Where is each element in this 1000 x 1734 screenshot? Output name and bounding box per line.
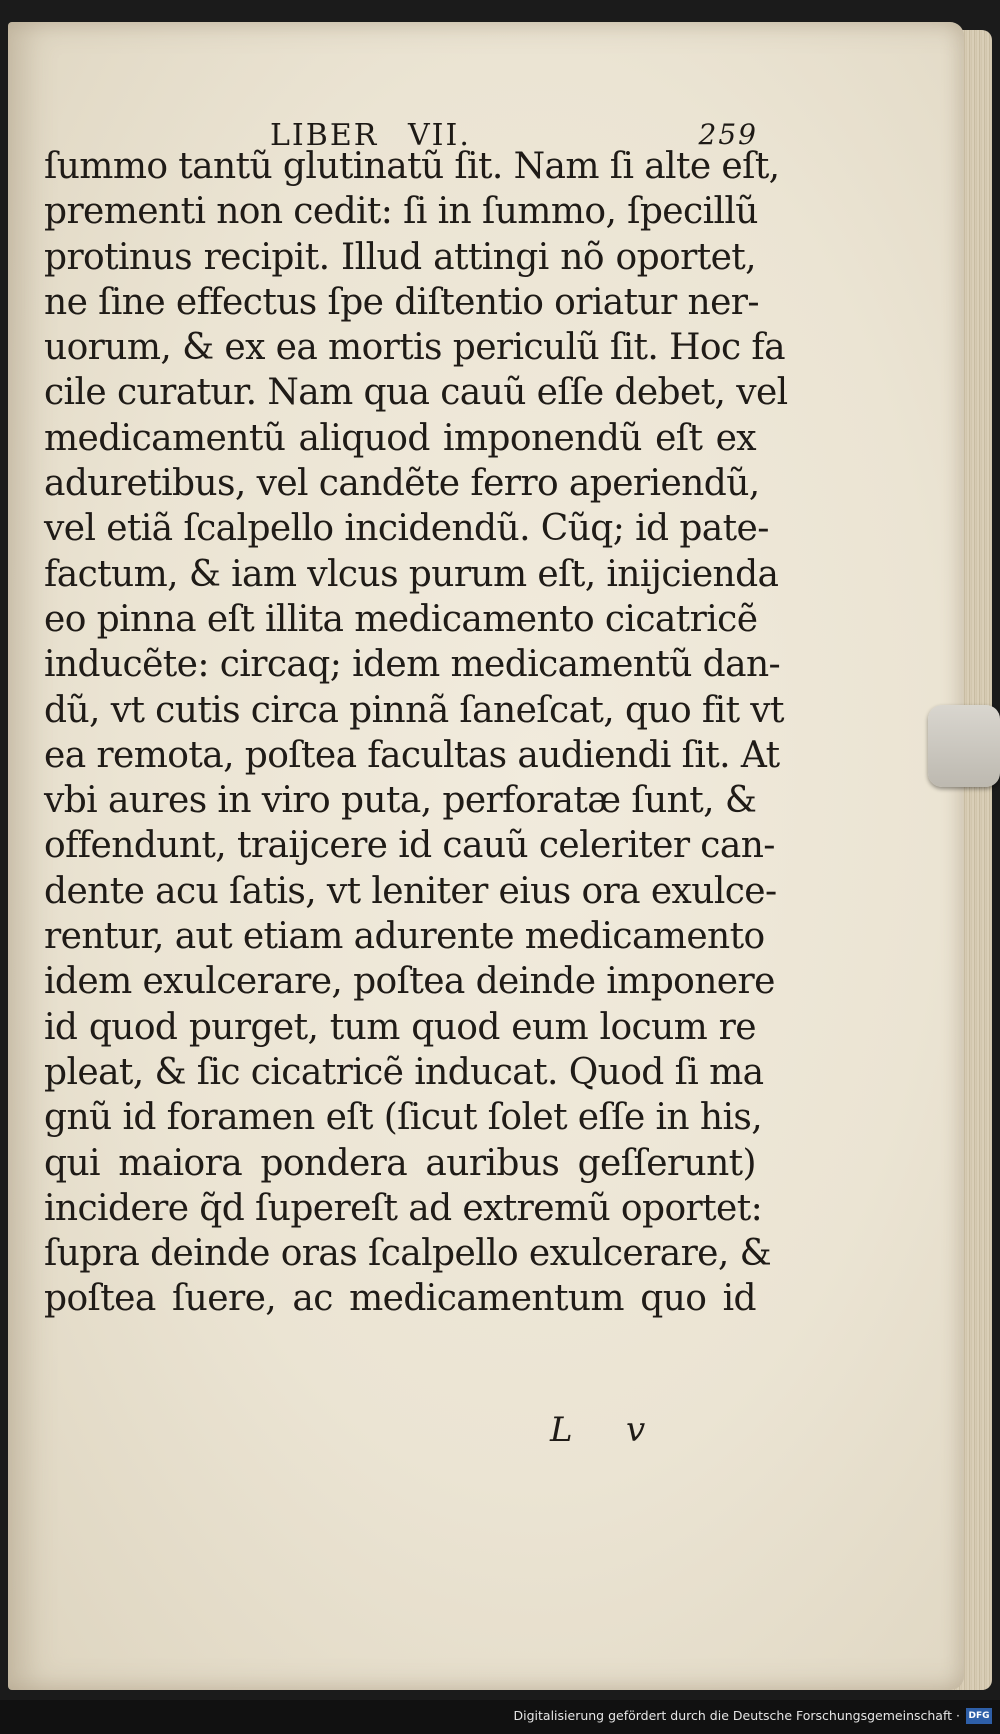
- text-line: uorum, & ex ea mortis periculũ ſit. Hoc fa: [44, 327, 785, 369]
- running-head-book-number: VII.: [408, 118, 471, 153]
- text-line: pleat, & ſic cicatricẽ inducat. Quod ſi ma: [44, 1051, 764, 1093]
- text-line: ſupra deinde oras ſcalpello exulcerare, &: [44, 1233, 772, 1275]
- text-line: inducẽte: circaq; idem medicamentũ dan‑: [44, 644, 781, 686]
- text-line: protinus recipit. Illud attingi nõ oportet,: [44, 236, 756, 278]
- text-line: id quod purget, tum quod eum locum re: [44, 1006, 756, 1048]
- text-line: eo pinna eſt illita medicamento cicatricẽ: [44, 598, 758, 640]
- text-line: factum, & iam vlcus purum eſt, inijcienda: [44, 553, 779, 595]
- text-line: rentur, aut etiam adurente medicamento: [44, 916, 765, 958]
- text-line: cile curatur. Nam qua cauũ eſſe debet, vel: [44, 372, 788, 414]
- text-block: [44, 144, 788, 1322]
- dfg-logo: DFG: [966, 1708, 992, 1724]
- text-line: dente acu ſatis, vt leniter eius ora exulce‑: [44, 870, 777, 912]
- text-line: vbi aures in viro puta, perforatæ ſunt, &: [44, 780, 757, 822]
- text-line: incidere q̃d ſupereſt ad extremũ oportet:: [44, 1187, 763, 1229]
- page-tab-marker: [928, 705, 1000, 787]
- text-line: ne ſine effectus ſpe diſtentio oriatur ner‑: [44, 281, 759, 323]
- text-line: poſtea ſuere, ac medicamentum quo id: [44, 1278, 756, 1320]
- text-line: aduretibus, vel candẽte ferro aperiendũ,: [44, 463, 760, 505]
- text-line: idem exulcerare, poſtea deinde imponere: [44, 961, 775, 1003]
- text-line: gnũ id foramen eſt (ſicut ſolet eſſe in his,: [44, 1097, 763, 1139]
- signature-letter: L: [550, 1410, 573, 1450]
- text-line: prementi non cedit: ſi in ſummo, ſpecillũ: [44, 191, 758, 233]
- text-line: qui maiora pondera auribus geſſerunt): [44, 1142, 756, 1184]
- folio-number: 259: [698, 118, 758, 151]
- signature-mark: [530, 1410, 670, 1456]
- text-line: ea remota, poſtea facultas audiendi ſit. At: [44, 734, 780, 776]
- signature-number: v: [626, 1410, 646, 1450]
- text-line: medicamentũ aliquod imponendũ eſt ex: [44, 417, 756, 459]
- text-line: offendunt, traijcere id cauũ celeriter can‑: [44, 825, 775, 867]
- running-head-title: LIBER: [270, 118, 379, 153]
- text-line: ſummo tantũ glutinatũ ſit. Nam ſi alte eſt,: [44, 146, 780, 187]
- footer-credit: Digitalisierung gefördert durch die Deutsche Forschungsgemeinschaft ·: [513, 1708, 960, 1723]
- text-line: vel etiã ſcalpello incidendũ. Cũq; id pate‑: [44, 508, 769, 550]
- text-line: dũ, vt cutis circa pinnã ſaneſcat, quo fit vt: [44, 689, 784, 731]
